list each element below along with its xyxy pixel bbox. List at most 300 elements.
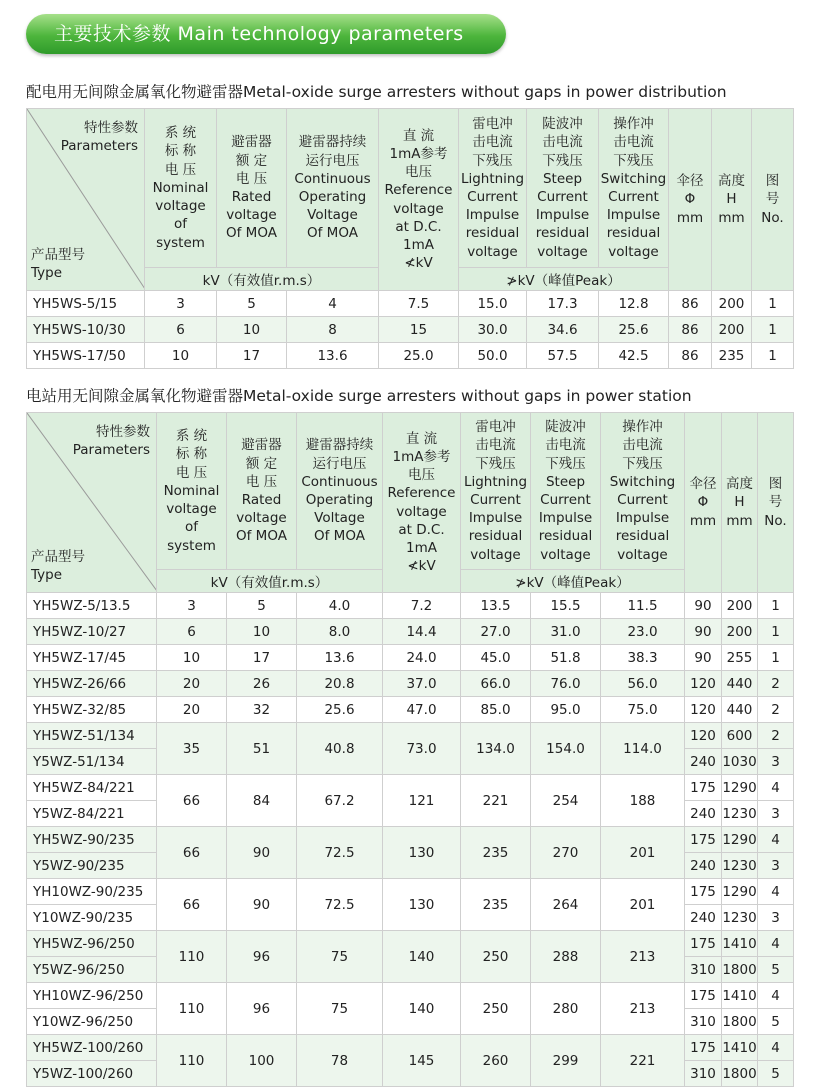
value-cell: 86 <box>669 343 712 369</box>
header-switching-residual <box>599 109 669 268</box>
value-cell: 221 <box>601 1035 685 1087</box>
value-cell: 12.8 <box>599 291 669 317</box>
value-cell: 299 <box>531 1035 601 1087</box>
value-cell: 50.0 <box>459 343 527 369</box>
value-cell: 30.0 <box>459 317 527 343</box>
header-line: 击电流 <box>542 134 583 151</box>
header-height <box>722 413 758 593</box>
header-line: residual <box>468 528 523 545</box>
dimension-cell: 440 <box>722 671 758 697</box>
value-cell: 10 <box>157 645 227 671</box>
dimension-cell: 175 <box>685 1035 722 1061</box>
dimension-cell: 1290 <box>722 775 758 801</box>
header-line: 下残压 <box>622 455 663 472</box>
header-line: Impulse <box>606 207 661 224</box>
section-banner <box>26 14 506 54</box>
header-line: system <box>167 537 216 554</box>
header-line: 1mA参考 <box>392 448 451 465</box>
header-lightning-residual <box>461 413 531 570</box>
model-cell: YH5WZ-51/134 <box>27 723 157 749</box>
value-cell: 14.4 <box>383 619 461 645</box>
value-cell: 45.0 <box>461 645 531 671</box>
value-cell: 51.8 <box>531 645 601 671</box>
header-line: 下残压 <box>613 152 654 169</box>
header-line: residual <box>615 528 670 545</box>
table-row <box>27 645 794 671</box>
dimension-cell: 4 <box>758 827 794 853</box>
parameters-label-en: Parameters <box>60 138 138 155</box>
value-cell: 90 <box>227 827 297 879</box>
header-line: 避雷器持续 <box>305 437 374 454</box>
dimension-cell: 240 <box>685 749 722 775</box>
value-cell: 130 <box>383 827 461 879</box>
header-line: 系 统 <box>164 125 197 142</box>
value-cell: 10 <box>227 619 297 645</box>
header-line: 电 压 <box>235 170 268 187</box>
table-row <box>27 593 794 619</box>
value-cell: 23.0 <box>601 619 685 645</box>
header-line: residual <box>465 225 520 242</box>
dimension-cell: 240 <box>685 801 722 827</box>
type-label <box>31 548 85 584</box>
value-cell: 76.0 <box>531 671 601 697</box>
dimension-cell: 310 <box>685 1009 722 1035</box>
header-line: 1mA参考 <box>389 145 448 162</box>
header-line: Impulse <box>615 510 670 527</box>
table-row <box>27 723 794 749</box>
header-continuous-voltage <box>287 109 379 268</box>
header-line: Current <box>540 492 591 508</box>
parameters-label-en: Parameters <box>72 442 150 459</box>
dimension-cell: 1800 <box>722 1009 758 1035</box>
header-line: voltage <box>540 546 591 563</box>
header-line: mm <box>718 209 745 226</box>
value-cell: 25.6 <box>297 697 383 723</box>
dimension-cell: 1 <box>758 619 794 645</box>
value-cell: 27.0 <box>461 619 531 645</box>
value-cell: 96 <box>227 931 297 983</box>
value-cell: 280 <box>531 983 601 1035</box>
header-line: 电 压 <box>164 161 197 178</box>
header-line: Impulse <box>538 510 593 527</box>
header-line: No. <box>761 209 784 226</box>
header-line: 1mA <box>406 539 437 556</box>
value-cell: 1 <box>752 317 794 343</box>
header-line: 击电流 <box>613 134 654 151</box>
header-line: 下残压 <box>542 152 583 169</box>
value-cell: 201 <box>601 827 685 879</box>
value-cell: 235 <box>461 827 531 879</box>
value-cell: 1 <box>752 343 794 369</box>
model-cell: Y5WZ-90/235 <box>27 853 157 879</box>
value-cell: 84 <box>227 775 297 827</box>
value-cell: 72.5 <box>297 827 383 879</box>
model-cell: YH5WS-5/15 <box>27 291 145 317</box>
header-line: Lightning <box>463 473 528 490</box>
parameters-label <box>61 119 138 155</box>
model-cell: Y5WZ-96/250 <box>27 957 157 983</box>
value-cell: 10 <box>217 317 287 343</box>
header-line: 号 <box>768 494 783 511</box>
value-cell: 38.3 <box>601 645 685 671</box>
value-cell: 288 <box>531 931 601 983</box>
value-cell: 250 <box>461 983 531 1035</box>
value-cell: 260 <box>461 1035 531 1087</box>
value-cell: 3 <box>145 291 217 317</box>
value-cell: 25.6 <box>599 317 669 343</box>
header-line: voltage <box>470 546 521 563</box>
dimension-cell: 600 <box>722 723 758 749</box>
dimension-cell: 1800 <box>722 1061 758 1087</box>
value-cell: 56.0 <box>601 671 685 697</box>
value-cell: 26 <box>227 671 297 697</box>
header-line: 避雷器 <box>231 134 272 151</box>
value-cell: 130 <box>383 879 461 931</box>
header-line: voltage <box>537 243 588 260</box>
header-line: residual <box>535 225 590 242</box>
value-cell: 86 <box>669 291 712 317</box>
dimension-cell: 90 <box>685 619 722 645</box>
value-cell: 110 <box>157 983 227 1035</box>
value-cell: 4 <box>287 291 379 317</box>
model-cell: YH5WS-17/50 <box>27 343 145 369</box>
header-line: 下残压 <box>545 455 586 472</box>
header-line: 电 压 <box>245 473 278 490</box>
dimension-cell: 1290 <box>722 827 758 853</box>
table-row <box>27 775 794 801</box>
header-line: mm <box>689 512 717 529</box>
header-diameter <box>685 413 722 593</box>
type-label-zh: 产品型号 <box>31 246 85 263</box>
dimension-cell: 240 <box>685 853 722 879</box>
type-label-en: Type <box>31 566 63 583</box>
table-row <box>27 671 794 697</box>
dimension-cell: 4 <box>758 983 794 1009</box>
dimension-cell: 1 <box>758 593 794 619</box>
value-cell: 188 <box>601 775 685 827</box>
value-cell: 73.0 <box>383 723 461 775</box>
value-cell: 32 <box>227 697 297 723</box>
header-line: 额 定 <box>245 455 278 472</box>
dimension-cell: 200 <box>722 593 758 619</box>
header-line: 避雷器 <box>241 437 282 454</box>
dimension-cell: 240 <box>685 905 722 931</box>
dimension-cell: 1230 <box>722 801 758 827</box>
header-line: 运行电压 <box>312 455 367 472</box>
dimension-cell: 4 <box>758 775 794 801</box>
header-line: Reference <box>387 485 456 502</box>
header-line: 电压 <box>408 467 435 484</box>
dimension-cell: 1410 <box>722 1035 758 1061</box>
dimension-cell: 90 <box>685 645 722 671</box>
value-cell: 17.3 <box>527 291 599 317</box>
header-line: Current <box>617 492 668 508</box>
header-nominal-voltage <box>157 413 227 570</box>
header-line: Current <box>608 189 659 205</box>
header-line: of <box>173 216 187 233</box>
dimension-cell: 5 <box>758 1009 794 1035</box>
header-rated-voltage <box>217 109 287 268</box>
value-cell: 51 <box>227 723 297 775</box>
dimension-cell: 5 <box>758 1061 794 1087</box>
diagonal-header-cell <box>27 413 157 593</box>
value-cell: 47.0 <box>383 697 461 723</box>
header-line: 电压 <box>405 164 432 181</box>
value-cell: 200 <box>712 317 752 343</box>
header-line: Steep <box>542 170 583 187</box>
dimension-cell: 3 <box>758 905 794 931</box>
header-line: Continuous <box>301 473 378 490</box>
value-cell: 5 <box>227 593 297 619</box>
value-cell: 20 <box>157 697 227 723</box>
value-cell: 5 <box>217 291 287 317</box>
value-cell: 221 <box>461 775 531 827</box>
model-cell: Y5WZ-51/134 <box>27 749 157 775</box>
header-line: No. <box>764 512 787 529</box>
value-cell: 95.0 <box>531 697 601 723</box>
value-cell: 1 <box>752 291 794 317</box>
header-line: Impulse <box>468 510 523 527</box>
value-cell: 8.0 <box>297 619 383 645</box>
header-line: Voltage <box>314 510 365 527</box>
model-cell: YH5WZ-84/221 <box>27 775 157 801</box>
model-cell: YH5WZ-17/45 <box>27 645 157 671</box>
value-cell: 42.5 <box>599 343 669 369</box>
header-line: voltage <box>396 503 447 520</box>
model-cell: Y10WZ-90/235 <box>27 905 157 931</box>
header-line: 击电流 <box>622 437 663 454</box>
station-arrester-table <box>26 412 794 1087</box>
table-row <box>27 879 794 905</box>
value-cell: 140 <box>383 931 461 983</box>
header-line: Of MOA <box>236 528 287 545</box>
header-line: Of MOA <box>314 528 365 545</box>
table-row <box>27 931 794 957</box>
dimension-cell: 310 <box>685 1061 722 1087</box>
value-cell: 66 <box>157 827 227 879</box>
value-cell: 37.0 <box>383 671 461 697</box>
value-cell: 6 <box>157 619 227 645</box>
value-cell: 270 <box>531 827 601 879</box>
dimension-cell: 2 <box>758 697 794 723</box>
value-cell: 235 <box>461 879 531 931</box>
dimension-cell: 4 <box>758 931 794 957</box>
banner-title: 主要技术参数 Main technology parameters <box>54 23 464 45</box>
header-line: of <box>184 519 198 536</box>
header-line: Rated <box>231 189 272 205</box>
value-cell: 140 <box>383 983 461 1035</box>
value-cell: 75 <box>297 983 383 1035</box>
header-line: 击电流 <box>545 437 586 454</box>
header-rated-voltage <box>227 413 297 570</box>
table-row <box>27 619 794 645</box>
value-cell: 110 <box>157 1035 227 1087</box>
header-line: Impulse <box>465 207 520 224</box>
header-line: Of MOA <box>226 225 277 242</box>
header-line: 陡波冲 <box>542 116 583 133</box>
parameters-label-zh: 特性参数 <box>84 120 138 136</box>
table-row <box>27 827 794 853</box>
header-line: 击电流 <box>475 437 516 454</box>
header-reference-voltage <box>379 109 459 291</box>
dimension-cell: 1800 <box>722 957 758 983</box>
dimension-cell: 3 <box>758 749 794 775</box>
header-line: 操作冲 <box>613 116 654 133</box>
header-line: mm <box>726 512 753 529</box>
dimension-cell: 200 <box>722 619 758 645</box>
distribution-table-caption: 配电用无间隙金属氧化物避雷器Metal-oxide surge arresters without gaps in power distribution <box>26 83 727 101</box>
dimension-cell: 3 <box>758 853 794 879</box>
header-line: 直 流 <box>402 127 435 144</box>
header-line: voltage <box>236 510 287 527</box>
header-line: H <box>726 191 737 208</box>
type-label-en: Type <box>31 264 63 281</box>
header-line: voltage <box>226 207 277 224</box>
value-cell: 7.2 <box>383 593 461 619</box>
distribution-arrester-table <box>26 108 794 369</box>
header-line: 高度 <box>718 173 745 190</box>
header-line: Switching <box>609 473 676 490</box>
model-cell: YH5WZ-96/250 <box>27 931 157 957</box>
header-line: Reference <box>384 182 453 199</box>
dimension-cell: 120 <box>685 723 722 749</box>
dimension-cell: 175 <box>685 879 722 905</box>
header-line: Switching <box>600 170 667 187</box>
header-line: 标 称 <box>164 143 197 160</box>
value-cell: 100 <box>227 1035 297 1087</box>
dimension-cell: 1 <box>758 645 794 671</box>
dimension-cell: 255 <box>722 645 758 671</box>
station-table-caption: 电站用无间隙金属氧化物避雷器Metal-oxide surge arresters without gaps in power station <box>26 387 692 405</box>
value-cell: 96 <box>227 983 297 1035</box>
header-line: 图 <box>768 476 783 493</box>
dimension-cell: 1290 <box>722 879 758 905</box>
value-cell: 15 <box>379 317 459 343</box>
value-cell: 11.5 <box>601 593 685 619</box>
model-cell: YH5WZ-90/235 <box>27 827 157 853</box>
value-cell: 85.0 <box>461 697 531 723</box>
header-line: 避雷器持续 <box>298 134 367 151</box>
dimension-cell: 1230 <box>722 853 758 879</box>
value-cell: 3 <box>157 593 227 619</box>
value-cell: 40.8 <box>297 723 383 775</box>
header-line: voltage <box>393 200 444 217</box>
header-line: Of MOA <box>307 225 358 242</box>
header-continuous-voltage <box>297 413 383 570</box>
header-line: ≮kV <box>404 255 433 272</box>
value-cell: 264 <box>531 879 601 931</box>
header-line: at D.C. <box>398 521 445 538</box>
value-cell: 10 <box>145 343 217 369</box>
value-cell: 15.0 <box>459 291 527 317</box>
dimension-cell: 310 <box>685 957 722 983</box>
dimension-cell: 440 <box>722 697 758 723</box>
header-line: 图 <box>765 173 780 190</box>
value-cell: 13.6 <box>297 645 383 671</box>
value-cell: 6 <box>145 317 217 343</box>
value-cell: 8 <box>287 317 379 343</box>
header-steep-residual <box>531 413 601 570</box>
value-cell: 145 <box>383 1035 461 1087</box>
model-cell: YH5WZ-26/66 <box>27 671 157 697</box>
model-cell: YH5WZ-10/27 <box>27 619 157 645</box>
header-drawing-no <box>752 109 794 291</box>
value-cell: 7.5 <box>379 291 459 317</box>
header-line: 下残压 <box>475 455 516 472</box>
type-label <box>31 246 85 282</box>
dimension-cell: 1030 <box>722 749 758 775</box>
unit-peak-cell: ≯kV（峰值Peak） <box>459 268 669 291</box>
value-cell: 72.5 <box>297 879 383 931</box>
header-height <box>712 109 752 291</box>
header-line: Rated <box>241 492 282 508</box>
header-lightning-residual <box>459 109 527 268</box>
value-cell: 121 <box>383 775 461 827</box>
header-diameter <box>669 109 712 291</box>
value-cell: 66.0 <box>461 671 531 697</box>
value-cell: 213 <box>601 983 685 1035</box>
header-line: residual <box>538 528 593 545</box>
header-line: 伞径 <box>676 173 704 190</box>
dimension-cell: 1230 <box>722 905 758 931</box>
table-row <box>27 697 794 723</box>
value-cell: 90 <box>227 879 297 931</box>
value-cell: 67.2 <box>297 775 383 827</box>
header-line: mm <box>676 209 704 226</box>
dimension-cell: 4 <box>758 879 794 905</box>
header-line: Current <box>467 189 518 205</box>
header-line: H <box>734 494 745 511</box>
header-line: 额 定 <box>235 152 268 169</box>
dimension-cell: 3 <box>758 801 794 827</box>
type-label-zh: 产品型号 <box>31 548 85 565</box>
value-cell: 235 <box>712 343 752 369</box>
value-cell: 35 <box>157 723 227 775</box>
unit-rms-cell: kV（有效值r.m.s） <box>145 268 379 291</box>
header-line: 运行电压 <box>305 152 360 169</box>
header-line: 1mA <box>403 236 434 253</box>
value-cell: 254 <box>531 775 601 827</box>
diagonal-header-cell <box>27 109 145 291</box>
header-switching-residual <box>601 413 685 570</box>
header-line: 高度 <box>726 476 753 493</box>
header-line: Nominal <box>163 482 220 499</box>
dimension-cell: 1410 <box>722 931 758 957</box>
value-cell: 17 <box>227 645 297 671</box>
header-line: 直 流 <box>405 430 438 447</box>
parameters-label <box>73 423 150 459</box>
header-line: system <box>156 234 205 251</box>
value-cell: 75.0 <box>601 697 685 723</box>
header-nominal-voltage <box>145 109 217 268</box>
value-cell: 25.0 <box>379 343 459 369</box>
header-line: 标 称 <box>175 446 208 463</box>
header-line: Impulse <box>535 207 590 224</box>
header-line: voltage <box>155 198 206 215</box>
value-cell: 154.0 <box>531 723 601 775</box>
header-line: Current <box>537 189 588 205</box>
value-cell: 4.0 <box>297 593 383 619</box>
dimension-cell: 5 <box>758 957 794 983</box>
dimension-cell: 120 <box>685 697 722 723</box>
header-line: voltage <box>617 546 668 563</box>
parameters-label-zh: 特性参数 <box>96 424 150 440</box>
value-cell: 213 <box>601 931 685 983</box>
table-row <box>27 1035 794 1061</box>
value-cell: 20.8 <box>297 671 383 697</box>
value-cell: 201 <box>601 879 685 931</box>
header-line: Current <box>470 492 521 508</box>
